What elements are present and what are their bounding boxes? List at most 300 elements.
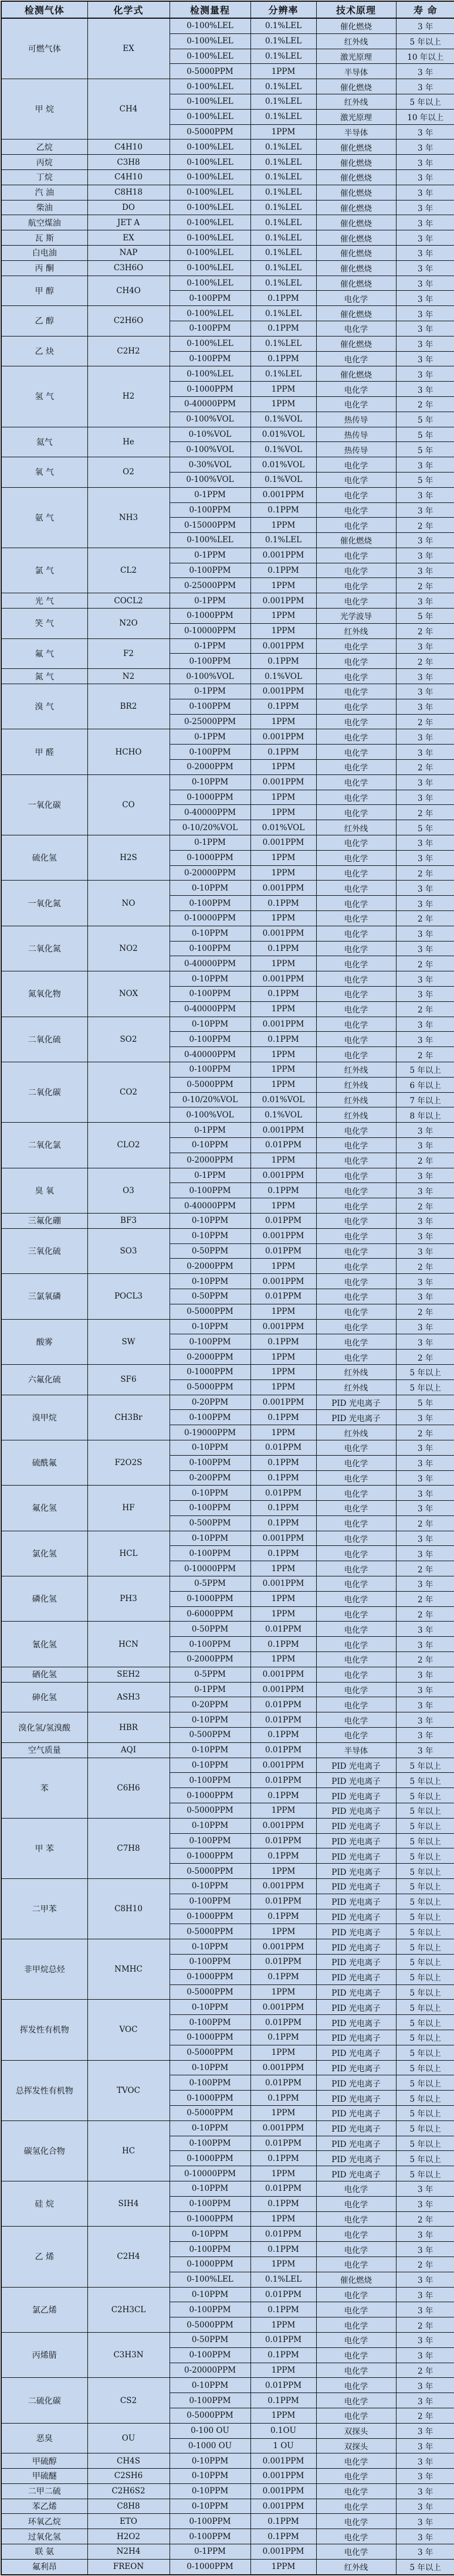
resolution-cell: 0.1PPM bbox=[250, 1334, 316, 1350]
formula-cell: N2H4 bbox=[87, 2544, 170, 2560]
principle-cell: 双探头 bbox=[316, 2423, 396, 2438]
life-cell: 2 年 bbox=[396, 396, 454, 412]
range-cell: 0-5PPM bbox=[170, 1576, 250, 1592]
resolution-cell: 0.001PPM bbox=[250, 2544, 316, 2560]
table-row bbox=[1, 2559, 454, 2574]
life-cell: 10 年以上 bbox=[396, 109, 454, 124]
principle-cell: 催化燃烧 bbox=[316, 140, 396, 155]
range-cell: 0-100%LEL bbox=[170, 109, 250, 124]
gas-name-cell: 恶臭 bbox=[1, 2423, 87, 2453]
header-principle: 技术原理 bbox=[316, 1, 396, 18]
principle-cell: 红外线 bbox=[316, 1107, 396, 1123]
principle-cell: 电化学 bbox=[316, 1667, 396, 1682]
table-row bbox=[1, 1486, 454, 1501]
range-cell: 0-100%LEL bbox=[170, 366, 250, 382]
life-cell: 3 年 bbox=[396, 1667, 454, 1682]
life-cell: 5 年 bbox=[396, 442, 454, 457]
resolution-cell: 0.1PPM bbox=[250, 654, 316, 669]
principle-cell: 激光原理 bbox=[316, 109, 396, 124]
resolution-cell: 0.001PPM bbox=[250, 881, 316, 896]
range-cell: 0-100PPM bbox=[170, 2075, 250, 2091]
range-cell: 0-1000PPM bbox=[170, 2030, 250, 2045]
resolution-cell: 0.1OU bbox=[250, 2423, 316, 2438]
range-cell: 0-10PPM bbox=[170, 1319, 250, 1334]
range-cell: 0-100%LEL bbox=[170, 260, 250, 276]
principle-cell: 电化学 bbox=[316, 2332, 396, 2347]
formula-cell: HCHO bbox=[87, 729, 170, 774]
principle-cell: 电化学 bbox=[316, 1289, 396, 1304]
table-row bbox=[1, 881, 454, 896]
formula-cell: He bbox=[87, 427, 170, 457]
range-cell: 0-100%LEL bbox=[170, 18, 250, 33]
principle-cell: 电化学 bbox=[316, 578, 396, 593]
resolution-cell: 0.1%VOL bbox=[250, 442, 316, 457]
range-cell: 0-1PPM bbox=[170, 2544, 250, 2560]
table-row bbox=[1, 215, 454, 230]
life-cell: 3 年 bbox=[396, 2483, 454, 2499]
resolution-cell: 1PPM bbox=[250, 865, 316, 881]
range-cell: 0-10PPM bbox=[170, 1274, 250, 1289]
resolution-cell: 1PPM bbox=[250, 2211, 316, 2227]
life-cell: 2 年 bbox=[396, 1515, 454, 1531]
life-cell: 3 年 bbox=[396, 1440, 454, 1455]
gas-name-cell: 挥发性有机物 bbox=[1, 2000, 87, 2060]
gas-name-cell: 乙 炔 bbox=[1, 336, 87, 366]
range-cell: 0-10PPM bbox=[170, 2227, 250, 2242]
formula-cell: BR2 bbox=[87, 684, 170, 729]
life-cell: 3 年 bbox=[396, 835, 454, 851]
principle-cell: 光学波导 bbox=[316, 609, 396, 624]
range-cell: 0-100PPM bbox=[170, 941, 250, 956]
formula-cell: CS2 bbox=[87, 2378, 170, 2423]
resolution-cell: 1PPM bbox=[250, 1304, 316, 1319]
life-cell: 3 年 bbox=[396, 2438, 454, 2453]
principle-cell: PID 光电离子 bbox=[316, 2015, 396, 2030]
life-cell: 5 年 bbox=[396, 1395, 454, 1410]
principle-cell: PID 光电离子 bbox=[316, 1788, 396, 1803]
gas-table-body bbox=[1, 18, 454, 2575]
life-cell: 5 年以上 bbox=[396, 2075, 454, 2091]
range-cell: 0-10PPM bbox=[170, 774, 250, 790]
resolution-cell: 0.1PPM bbox=[250, 987, 316, 1002]
life-cell: 2 年 bbox=[396, 1652, 454, 1667]
resolution-cell: 0.1PPM bbox=[250, 1183, 316, 1198]
range-cell: 0-5000PPM bbox=[170, 1803, 250, 1819]
formula-cell: N2 bbox=[87, 669, 170, 684]
range-cell: 0-100%LEL bbox=[170, 79, 250, 94]
resolution-cell: 0.1%LEL bbox=[250, 245, 316, 260]
table-row bbox=[1, 1622, 454, 1637]
resolution-cell: 0.01PPM bbox=[250, 1243, 316, 1259]
gas-name-cell: 空气质量 bbox=[1, 1742, 87, 1758]
principle-cell: 电化学 bbox=[316, 987, 396, 1002]
life-cell: 2 年 bbox=[396, 1591, 454, 1606]
range-cell: 0-100%LEL bbox=[170, 276, 250, 291]
principle-cell: 电化学 bbox=[316, 2347, 396, 2363]
life-cell: 2 年 bbox=[396, 1350, 454, 1365]
principle-cell: 催化燃烧 bbox=[316, 260, 396, 276]
range-cell: 0-100%LEL bbox=[170, 49, 250, 64]
principle-cell: PID 光电离子 bbox=[316, 2030, 396, 2045]
resolution-cell: 1PPM bbox=[250, 2105, 316, 2120]
principle-cell: 电化学 bbox=[316, 956, 396, 971]
life-cell: 3 年 bbox=[396, 1576, 454, 1592]
life-cell: 5 年以上 bbox=[396, 1818, 454, 1833]
range-cell: 0-2000PPM bbox=[170, 1153, 250, 1168]
range-cell: 0-10PPM bbox=[170, 1818, 250, 1833]
range-cell: 0-5000PPM bbox=[170, 1304, 250, 1319]
formula-cell: NO bbox=[87, 881, 170, 926]
principle-cell: 半导体 bbox=[316, 124, 396, 140]
table-row bbox=[1, 2378, 454, 2393]
life-cell: 3 年 bbox=[396, 1137, 454, 1153]
resolution-cell: 0.01PPM bbox=[250, 1697, 316, 1712]
principle-cell: 红外线 bbox=[316, 820, 396, 835]
range-cell: 0-1PPM bbox=[170, 1168, 250, 1183]
formula-cell: HCL bbox=[87, 1531, 170, 1576]
principle-cell: 电化学 bbox=[316, 2378, 396, 2393]
resolution-cell: 0.001PPM bbox=[250, 2499, 316, 2514]
resolution-cell: 0.01PPM bbox=[250, 2378, 316, 2393]
header-formula: 化学式 bbox=[87, 1, 170, 18]
life-cell: 3 年 bbox=[396, 2544, 454, 2560]
principle-cell: 红外线 bbox=[316, 94, 396, 109]
formula-cell: BF3 bbox=[87, 1213, 170, 1228]
range-cell: 0-10PPM bbox=[170, 2181, 250, 2196]
table-row bbox=[1, 487, 454, 502]
header-range: 检测量程 bbox=[170, 1, 250, 18]
header-gas: 检测气体 bbox=[1, 1, 87, 18]
formula-cell: F2O2S bbox=[87, 1440, 170, 1485]
gas-name-cell: 甲 烷 bbox=[1, 79, 87, 140]
range-cell: 0-50PPM bbox=[170, 1289, 250, 1304]
gas-name-cell: 六氟化硫 bbox=[1, 1364, 87, 1395]
life-cell: 10 年以上 bbox=[396, 49, 454, 64]
formula-cell: C2H2 bbox=[87, 336, 170, 366]
life-cell: 2 年 bbox=[396, 2363, 454, 2378]
table-row bbox=[1, 1123, 454, 1138]
life-cell: 3 年 bbox=[396, 729, 454, 745]
table-row bbox=[1, 245, 454, 260]
resolution-cell: 1PPM bbox=[250, 1198, 316, 1214]
principle-cell: 催化燃烧 bbox=[316, 200, 396, 215]
range-cell: 0-10PPM bbox=[170, 1213, 250, 1228]
principle-cell: 电化学 bbox=[316, 2469, 396, 2484]
gas-name-cell: 三氟化硼 bbox=[1, 1213, 87, 1228]
principle-cell: 电化学 bbox=[316, 457, 396, 473]
gas-name-cell: 二氧化硫 bbox=[1, 1017, 87, 1062]
principle-cell: PID 光电离子 bbox=[316, 1864, 396, 1879]
life-cell: 2 年 bbox=[396, 1606, 454, 1622]
principle-cell: PID 光电离子 bbox=[316, 1848, 396, 1864]
life-cell: 3 年 bbox=[396, 260, 454, 276]
range-cell: 0-100PPM bbox=[170, 745, 250, 760]
life-cell: 3 年 bbox=[396, 881, 454, 896]
resolution-cell: 1PPM bbox=[250, 623, 316, 638]
table-row bbox=[1, 2529, 454, 2544]
table-row bbox=[1, 1319, 454, 1334]
life-cell: 5 年以上 bbox=[396, 1062, 454, 1077]
table-row bbox=[1, 1818, 454, 1833]
resolution-cell: 0.001PPM bbox=[250, 1758, 316, 1773]
life-cell: 3 年 bbox=[396, 745, 454, 760]
resolution-cell: 0.01PPM bbox=[250, 1773, 316, 1788]
life-cell: 2 年 bbox=[396, 2317, 454, 2333]
formula-cell: H2O2 bbox=[87, 2529, 170, 2544]
range-cell: 0-100%LEL bbox=[170, 306, 250, 321]
formula-cell: C6H6 bbox=[87, 1758, 170, 1818]
gas-name-cell: 氟 气 bbox=[1, 638, 87, 669]
range-cell: 0-100PPM bbox=[170, 654, 250, 669]
formula-cell: CH4O bbox=[87, 276, 170, 306]
gas-name-cell: 航空煤油 bbox=[1, 215, 87, 230]
gas-name-cell: 乙 醇 bbox=[1, 306, 87, 337]
range-cell: 0-10PPM bbox=[170, 1228, 250, 1243]
life-cell: 3 年 bbox=[396, 140, 454, 155]
resolution-cell: 0.001PPM bbox=[250, 971, 316, 987]
principle-cell: 催化燃烧 bbox=[316, 185, 396, 200]
resolution-cell: 0.001PPM bbox=[250, 684, 316, 699]
table-row bbox=[1, 200, 454, 215]
table-row bbox=[1, 2483, 454, 2499]
range-cell: 0-100PPM bbox=[170, 1833, 250, 1848]
table-row bbox=[1, 1742, 454, 1758]
life-cell: 3 年 bbox=[396, 155, 454, 170]
life-cell: 5 年以上 bbox=[396, 2045, 454, 2060]
formula-cell: HC bbox=[87, 2120, 170, 2181]
life-cell: 3 年 bbox=[396, 2227, 454, 2242]
table-row bbox=[1, 593, 454, 609]
life-cell: 3 年 bbox=[396, 1742, 454, 1758]
resolution-cell: 0.001PPM bbox=[250, 1879, 316, 1894]
principle-cell: 电化学 bbox=[316, 1576, 396, 1592]
formula-cell: C4H10 bbox=[87, 169, 170, 185]
table-row bbox=[1, 2332, 454, 2347]
header-life: 寿 命 bbox=[396, 1, 454, 18]
range-cell: 0-1000 OU bbox=[170, 2438, 250, 2453]
range-cell: 0-20000PPM bbox=[170, 865, 250, 881]
principle-cell: PID 光电离子 bbox=[316, 1955, 396, 1970]
principle-cell: 电化学 bbox=[316, 1561, 396, 1576]
resolution-cell: 0.01PPM bbox=[250, 1440, 316, 1455]
resolution-cell: 0.1%LEL bbox=[250, 276, 316, 291]
life-cell: 6 年以上 bbox=[396, 1077, 454, 1092]
resolution-cell: 0.1PPM bbox=[250, 291, 316, 306]
resolution-cell: 0.001PPM bbox=[250, 1017, 316, 1032]
range-cell: 0-30%VOL bbox=[170, 457, 250, 473]
range-cell: 0-1000PPM bbox=[170, 382, 250, 397]
resolution-cell: 0.1%LEL bbox=[250, 33, 316, 49]
range-cell: 0-500PPM bbox=[170, 1515, 250, 1531]
table-row bbox=[1, 2120, 454, 2136]
principle-cell: 红外线 bbox=[316, 2559, 396, 2574]
range-cell: 0-10PPM bbox=[170, 1486, 250, 1501]
table-row bbox=[1, 669, 454, 684]
range-cell: 0-1000PPM bbox=[170, 1591, 250, 1606]
range-cell: 0-10000PPM bbox=[170, 1561, 250, 1576]
life-cell: 3 年 bbox=[396, 638, 454, 654]
principle-cell: 电化学 bbox=[316, 1606, 396, 1622]
resolution-cell: 0.1%LEL bbox=[250, 215, 316, 230]
range-cell: 0-200PPM bbox=[170, 1470, 250, 1486]
life-cell: 3 年 bbox=[396, 563, 454, 578]
life-cell: 3 年 bbox=[396, 2514, 454, 2529]
range-cell: 0-10PPM bbox=[170, 1879, 250, 1894]
resolution-cell: 0.001PPM bbox=[250, 2120, 316, 2136]
range-cell: 0-100PPM bbox=[170, 1032, 250, 1047]
life-cell: 3 年 bbox=[396, 1531, 454, 1546]
range-cell: 0-100%LEL bbox=[170, 533, 250, 548]
range-cell: 0-25000PPM bbox=[170, 578, 250, 593]
formula-cell: JET A bbox=[87, 215, 170, 230]
resolution-cell: 0.01PPM bbox=[250, 1289, 316, 1304]
life-cell: 3 年 bbox=[396, 1243, 454, 1259]
range-cell: 0-10PPM bbox=[170, 1137, 250, 1153]
range-cell: 0-6000PPM bbox=[170, 1606, 250, 1622]
principle-cell: 电化学 bbox=[316, 1001, 396, 1017]
principle-cell: 电化学 bbox=[316, 2211, 396, 2227]
gas-name-cell: 氯化氢 bbox=[1, 1531, 87, 1576]
life-cell: 3 年 bbox=[396, 124, 454, 140]
principle-cell: 电化学 bbox=[316, 729, 396, 745]
resolution-cell: 1PPM bbox=[250, 2256, 316, 2272]
resolution-cell: 0.1%LEL bbox=[250, 18, 316, 33]
table-row bbox=[1, 1395, 454, 1410]
principle-cell: 电化学 bbox=[316, 1546, 396, 1561]
principle-cell: PID 光电离子 bbox=[316, 1833, 396, 1848]
range-cell: 0-5000PPM bbox=[170, 1379, 250, 1395]
principle-cell: 红外线 bbox=[316, 623, 396, 638]
range-cell: 0-40000PPM bbox=[170, 956, 250, 971]
gas-name-cell: 溴甲烷 bbox=[1, 1395, 87, 1440]
range-cell: 0-5000PPM bbox=[170, 1864, 250, 1879]
table-row bbox=[1, 260, 454, 276]
life-cell: 3 年 bbox=[396, 366, 454, 382]
life-cell: 5 年以上 bbox=[396, 2000, 454, 2015]
range-cell: 0-100PPM bbox=[170, 2514, 250, 2529]
resolution-cell: 1PPM bbox=[250, 1606, 316, 1622]
life-cell: 3 年 bbox=[396, 2347, 454, 2363]
principle-cell: PID 光电离子 bbox=[316, 1395, 396, 1410]
resolution-cell: 0.001PPM bbox=[250, 593, 316, 609]
gas-name-cell: 溴 气 bbox=[1, 684, 87, 729]
principle-cell: 电化学 bbox=[316, 1047, 396, 1062]
range-cell: 0-10PPM bbox=[170, 1712, 250, 1728]
life-cell: 3 年 bbox=[396, 1501, 454, 1516]
header-row bbox=[1, 1, 454, 18]
life-cell: 3 年 bbox=[396, 1546, 454, 1561]
principle-cell: 催化燃烧 bbox=[316, 169, 396, 185]
range-cell: 0-1PPM bbox=[170, 729, 250, 745]
range-cell: 0-25000PPM bbox=[170, 714, 250, 729]
life-cell: 2 年 bbox=[396, 1047, 454, 1062]
range-cell: 0-100PPM bbox=[170, 1546, 250, 1561]
life-cell: 2 年 bbox=[396, 623, 454, 638]
resolution-cell: 0.1PPM bbox=[250, 2529, 316, 2544]
life-cell: 3 年 bbox=[396, 1455, 454, 1470]
principle-cell: PID 光电离子 bbox=[316, 2151, 396, 2166]
formula-cell: NAP bbox=[87, 245, 170, 260]
range-cell: 0-100PPM bbox=[170, 2529, 250, 2544]
life-cell: 3 年 bbox=[396, 2302, 454, 2317]
principle-cell: 催化燃烧 bbox=[316, 306, 396, 321]
gas-name-cell: 硫化氢 bbox=[1, 835, 87, 881]
formula-cell: DO bbox=[87, 200, 170, 215]
table-row bbox=[1, 2287, 454, 2302]
range-cell: 0-15000PPM bbox=[170, 518, 250, 533]
resolution-cell: 0.001PPM bbox=[250, 1576, 316, 1592]
formula-cell: C8H8 bbox=[87, 2499, 170, 2514]
resolution-cell: 0.01PPM bbox=[250, 1486, 316, 1501]
life-cell: 3 年 bbox=[396, 1470, 454, 1486]
life-cell: 5 年以上 bbox=[396, 1803, 454, 1819]
range-cell: 0-10PPM bbox=[170, 1440, 250, 1455]
table-row bbox=[1, 1228, 454, 1243]
gas-name-cell: 氟化氢 bbox=[1, 1486, 87, 1531]
life-cell: 3 年 bbox=[396, 2453, 454, 2469]
life-cell: 5 年 bbox=[396, 472, 454, 487]
formula-cell: SW bbox=[87, 1319, 170, 1364]
range-cell: 0-40000PPM bbox=[170, 1198, 250, 1214]
life-cell: 5 年以上 bbox=[396, 94, 454, 109]
principle-cell: 催化燃烧 bbox=[316, 155, 396, 170]
life-cell: 3 年 bbox=[396, 987, 454, 1002]
resolution-cell: 0.1PPM bbox=[250, 1455, 316, 1470]
gas-name-cell: 联 氨 bbox=[1, 2544, 87, 2560]
life-cell: 3 年 bbox=[396, 2287, 454, 2302]
principle-cell: 电化学 bbox=[316, 669, 396, 684]
range-cell: 0-10PPM bbox=[170, 1742, 250, 1758]
formula-cell: PH3 bbox=[87, 1576, 170, 1622]
range-cell: 0-100%LEL bbox=[170, 230, 250, 246]
formula-cell: NO2 bbox=[87, 926, 170, 971]
life-cell: 3 年 bbox=[396, 1486, 454, 1501]
formula-cell: SO2 bbox=[87, 1017, 170, 1062]
range-cell: 0-100%VOL bbox=[170, 669, 250, 684]
principle-cell: 电化学 bbox=[316, 745, 396, 760]
resolution-cell: 0.1PPM bbox=[250, 502, 316, 518]
resolution-cell: 0.001PPM bbox=[250, 1274, 316, 1289]
life-cell: 3 年 bbox=[396, 1319, 454, 1334]
principle-cell: 电化学 bbox=[316, 1591, 396, 1606]
formula-cell: CO bbox=[87, 774, 170, 835]
range-cell: 0-1000PPM bbox=[170, 790, 250, 805]
life-cell: 3 年 bbox=[396, 850, 454, 865]
resolution-cell: 1PPM bbox=[250, 1379, 316, 1395]
principle-cell: PID 光电离子 bbox=[316, 2045, 396, 2060]
gas-name-cell: 笑 气 bbox=[1, 609, 87, 639]
table-row bbox=[1, 1667, 454, 1682]
life-cell: 5 年以上 bbox=[396, 2136, 454, 2151]
principle-cell: PID 光电离子 bbox=[316, 1909, 396, 1924]
table-row bbox=[1, 2000, 454, 2015]
principle-cell: PID 光电离子 bbox=[316, 2166, 396, 2181]
range-cell: 0-1PPM bbox=[170, 835, 250, 851]
range-cell: 0-10%VOL bbox=[170, 427, 250, 442]
life-cell: 3 年 bbox=[396, 1274, 454, 1289]
life-cell: 3 年 bbox=[396, 593, 454, 609]
principle-cell: 电化学 bbox=[316, 1274, 396, 1289]
gas-name-cell: 丙烷 bbox=[1, 155, 87, 170]
resolution-cell: 0.001PPM bbox=[250, 548, 316, 563]
resolution-cell: 1PPM bbox=[250, 396, 316, 412]
formula-cell: F2 bbox=[87, 638, 170, 669]
resolution-cell: 1PPM bbox=[250, 2559, 316, 2574]
resolution-cell: 0.1%LEL bbox=[250, 230, 316, 246]
range-cell: 0-10PPM bbox=[170, 2120, 250, 2136]
life-cell: 3 年 bbox=[396, 1712, 454, 1728]
resolution-cell: 0.01PPM bbox=[250, 1955, 316, 1970]
